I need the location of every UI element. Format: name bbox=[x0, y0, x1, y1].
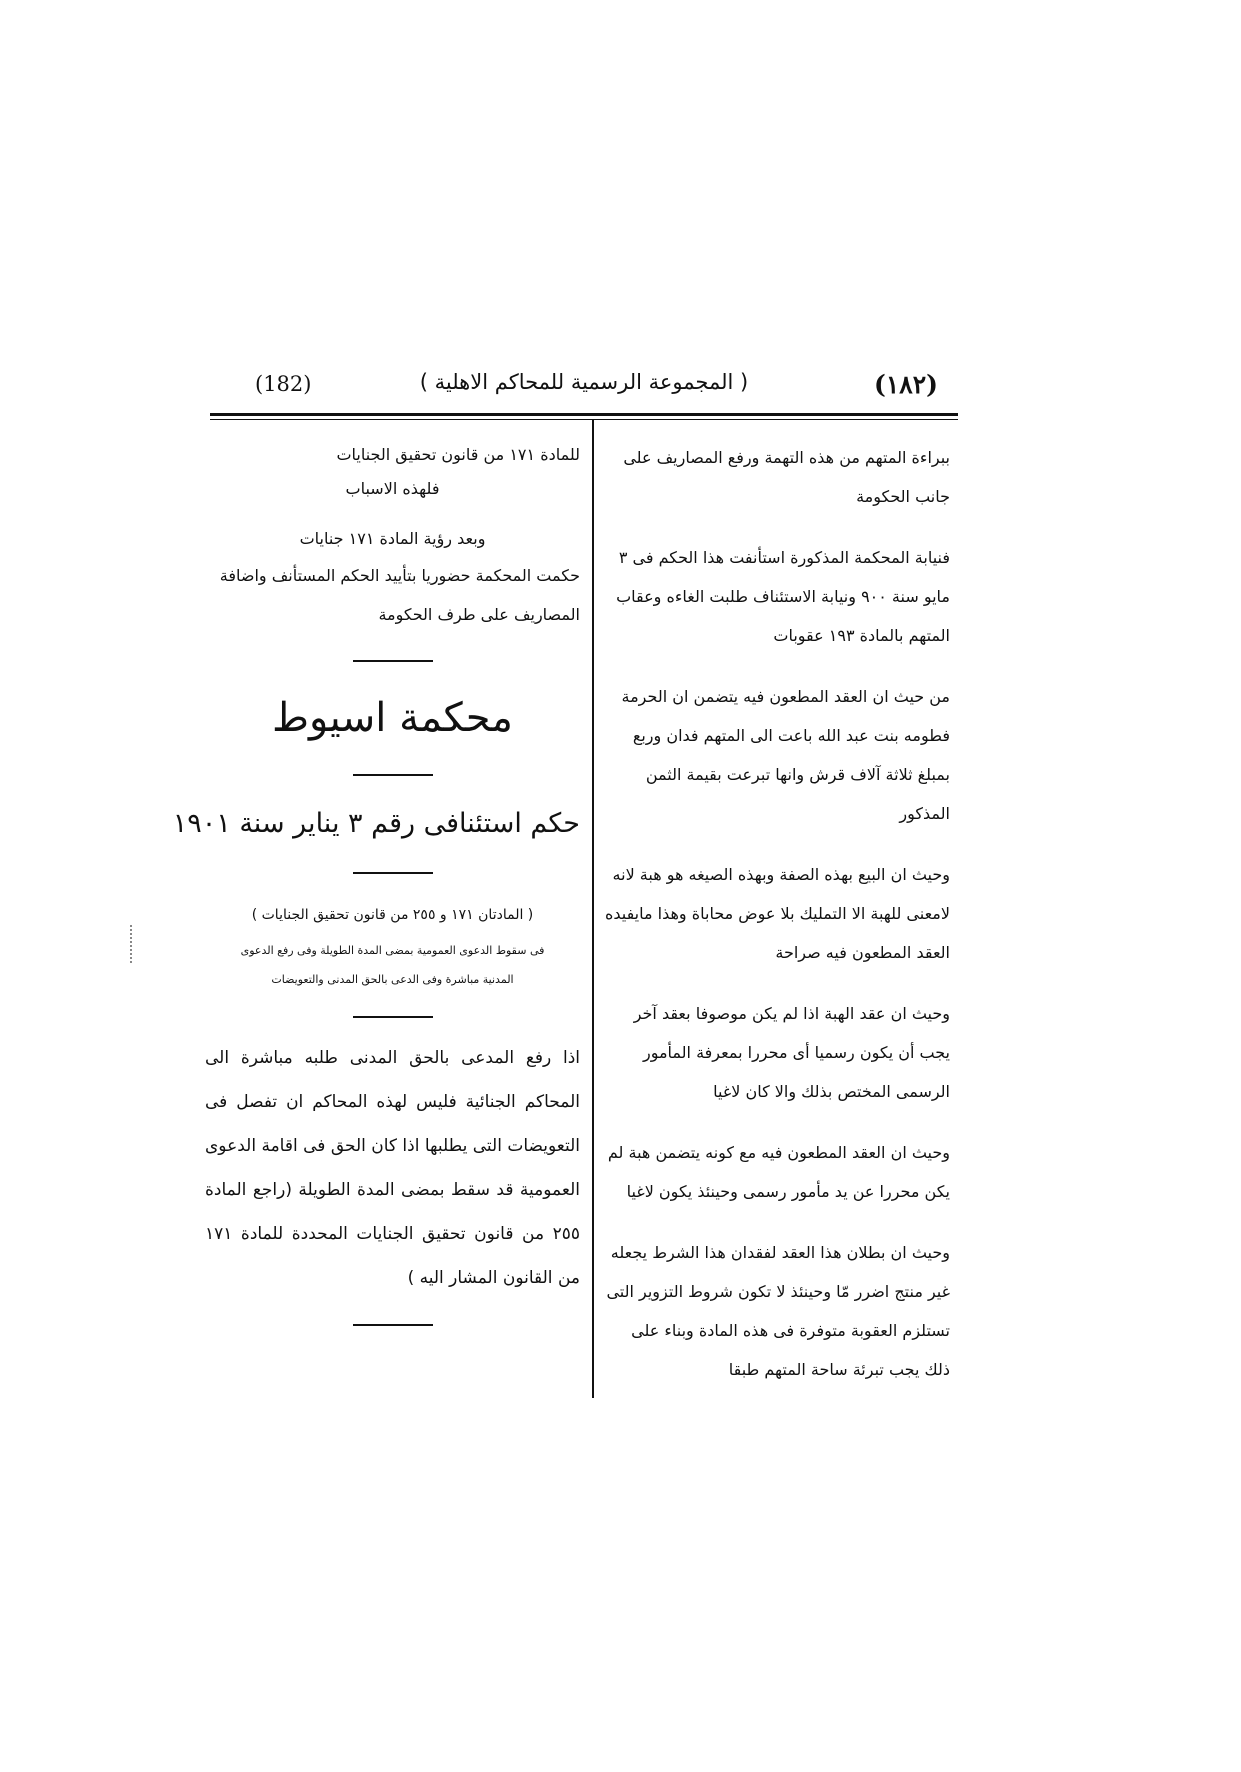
separator bbox=[353, 1324, 433, 1326]
column-divider bbox=[592, 420, 594, 1398]
paragraph: ببراءة المتهم من هذه التهمة ورفع المصاريف على جانب الحكومة bbox=[623, 448, 950, 506]
paragraph: وحيث ان عقد الهبة اذا لم يكن موصوفا بعقد آخر يجب أن يكون رسميا أى محررا بمعرفة المأمور الرسمى المختص بذلك والا كان لاغيا bbox=[633, 1004, 950, 1101]
reasons-heading: فلهذه الاسباب bbox=[345, 479, 440, 498]
separator bbox=[353, 872, 433, 874]
summary-line: المدنية مباشرة وفى الدعى بالحق المدنى والتعويضات bbox=[271, 973, 514, 986]
page-header bbox=[210, 368, 958, 412]
left-column bbox=[172, 438, 580, 1352]
separator bbox=[353, 1016, 433, 1018]
right-column bbox=[604, 438, 950, 1389]
paragraph: من حيث ان العقد المطعون فيه يتضمن ان الحرمة فطومه بنت عبد الله باعت الى المتهم فدان وربع بمبلغ ثلاثة آلاف قرش وانها تبرعت بقيمة الثمن المذكور bbox=[621, 687, 950, 823]
articles-reference: ( المادتان ١٧١ و ٢٥٥ من قانون تحقيق الجنايات ) bbox=[251, 907, 534, 923]
judgment-title: حكم استئنافى رقم ٣ يناير سنة ١٩٠١ bbox=[172, 808, 580, 839]
header-rule-thin bbox=[210, 419, 958, 420]
after-review: وبعد رؤية المادة ١٧١ جنايات bbox=[299, 529, 486, 548]
law-reference: للمادة ١٧١ من قانون تحقيق الجنايات bbox=[336, 445, 580, 464]
separator bbox=[353, 774, 433, 776]
header-rule-thick bbox=[210, 413, 958, 416]
page-number-latin: (182) bbox=[255, 372, 312, 396]
summary-line: فى سقوط الدعوى العمومية بمضى المدة الطويلة وفى رفع الدعوى bbox=[240, 944, 545, 957]
separator bbox=[353, 660, 433, 662]
court-name: محكمة اسيوط bbox=[272, 695, 513, 741]
abstract: اذا رفع المدعى بالحق المدنى طلبه مباشرة الى المحاكم الجنائية فليس لهذه المحاكم ان تفصل فى التعويضات التى يطلبها اذا كان الحق فى اقامة الدعوى العمومية قد سقط بمضى المدة الطويلة (راجع المادة ٢٥٥ من قانون تحقيق الجنايات المحددة للمادة ١٧١ من القانون المشار اليه ) bbox=[205, 1048, 580, 1288]
paragraph: وحيث ان العقد المطعون فيه مع كونه يتضمن هبة لم يكن محررا عن يد مأمور رسمى وحينئذ يكون لاغيا bbox=[607, 1143, 950, 1201]
running-title: ( المجموعة الرسمية للمحاكم الاهلية ) bbox=[419, 370, 749, 394]
ruling: حكمت المحكمة حضوريا بتأييد الحكم المستأنف واضافة المصاريف على طرف الحكومة bbox=[219, 566, 580, 624]
page-number-arabic: (١٨٢) bbox=[874, 370, 938, 399]
paragraph: فنيابة المحكمة المذكورة استأنفت هذا الحكم فى ٣ مايو سنة ٩٠٠ ونيابة الاستئناف طلبت الغاءه وعقاب المتهم بالمادة ١٩٣ عقوبات bbox=[616, 548, 950, 645]
margin-mark bbox=[130, 925, 134, 963]
paragraph: وحيث ان بطلان هذا العقد لفقدان هذا الشرط يجعله غير منتج اضرر مّا وحينئذ لا تكون شروط التزوير التى تستلزم العقوبة متوفرة فى هذه المادة وبناء على ذلك يجب تبرئة ساحة المتهم طبقا bbox=[606, 1243, 950, 1379]
paragraph: وحيث ان البيع بهذه الصفة وبهذه الصيغه هو هبة لانه لامعنى للهبة الا التمليك بلا عوض محاباة وهذا مايفيده العقد المطعون فيه صراحة bbox=[604, 865, 950, 962]
